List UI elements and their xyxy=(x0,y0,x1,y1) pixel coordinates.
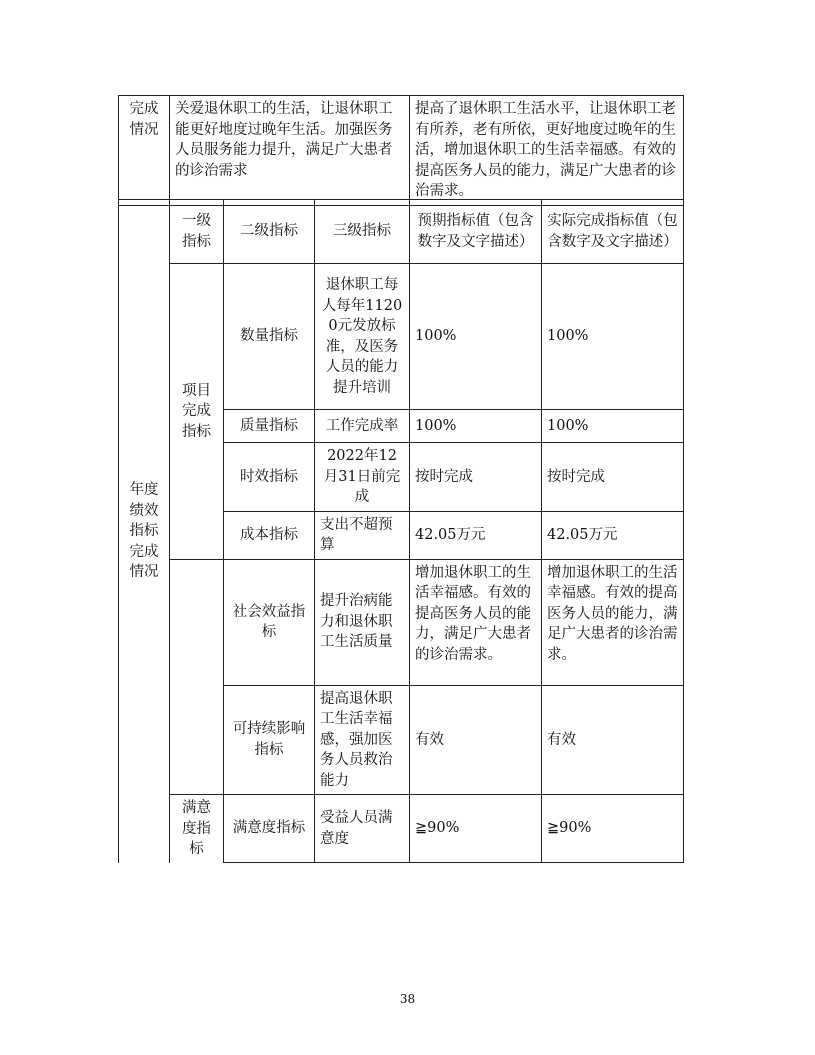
row-actual: 42.05万元 xyxy=(542,511,684,559)
table-row xyxy=(119,795,684,863)
row-level3: 退休职工每人每年11200元发放标准，及医务人员的能力提升培训 xyxy=(315,264,410,410)
annual-label: 年度绩效指标完成情况 xyxy=(119,200,170,863)
row-actual: 增加退休职工的生活幸福感。有效的提高医务人员的能力，满足广大患者的诊治需求。 xyxy=(542,559,684,685)
header-level2: 二级指标 xyxy=(224,200,315,264)
row-level3: 2022年12月31日前完成 xyxy=(315,443,410,512)
group-project: 项目完成指标 xyxy=(170,264,224,560)
row-expected: 有效 xyxy=(410,685,542,795)
row-expected: ≧90% xyxy=(410,795,542,863)
table-row xyxy=(119,559,684,685)
completion-result: 提高了退休职工生活水平，让退休职工老有所养，老有所依，更好地度过晚年的生活，增加退休职工的生活幸福感。有效的提高医务人员的能力，满足广大患者的诊治需求。 xyxy=(410,96,684,206)
completion-table xyxy=(118,95,684,206)
row-actual: 100% xyxy=(542,264,684,410)
completion-label: 完成情况 xyxy=(119,96,170,206)
header-level3: 三级指标 xyxy=(315,200,410,264)
row-level2: 时效指标 xyxy=(224,443,315,512)
row-expected: 增加退休职工的生活幸福感。有效的提高医务人员的能力，满足广大患者的诊治需求。 xyxy=(410,559,542,685)
group-satisfaction: 满意度指标 xyxy=(170,795,224,863)
completion-row xyxy=(119,96,684,206)
page-number: 38 xyxy=(399,992,416,1006)
row-level2: 满意度指标 xyxy=(224,795,315,863)
row-expected: 按时完成 xyxy=(410,443,542,512)
header-level1: 一级指标 xyxy=(170,200,224,264)
row-level3: 支出不超预算 xyxy=(315,511,410,559)
header-row xyxy=(119,200,684,264)
row-level3: 提高退休职工生活幸福感，强加医务人员救治能力 xyxy=(315,685,410,795)
header-actual: 实际完成指标值（包含数字及文字描述） xyxy=(542,200,684,264)
header-expected: 预期指标值（包含数字及文字描述） xyxy=(410,200,542,264)
row-actual: 100% xyxy=(542,410,684,443)
row-actual: 有效 xyxy=(542,685,684,795)
row-actual: ≧90% xyxy=(542,795,684,863)
row-level2: 质量指标 xyxy=(224,410,315,443)
row-expected: 100% xyxy=(410,410,542,443)
row-level2: 成本指标 xyxy=(224,511,315,559)
row-expected: 42.05万元 xyxy=(410,511,542,559)
row-level3: 受益人员满意度 xyxy=(315,795,410,863)
row-level2: 数量指标 xyxy=(224,264,315,410)
completion-goal: 关爱退休职工的生活，让退休职工能更好地度过晚年生活。加强医务人员服务能力提升，满足广大患者的诊治需求 xyxy=(170,96,410,206)
row-level3: 工作完成率 xyxy=(315,410,410,443)
row-actual: 按时完成 xyxy=(542,443,684,512)
row-level3: 提升治病能力和退休职工生活质量 xyxy=(315,559,410,685)
row-level2: 可持续影响指标 xyxy=(224,685,315,795)
row-expected: 100% xyxy=(410,264,542,410)
group-effect-empty xyxy=(170,559,224,795)
indicator-table xyxy=(118,199,684,863)
row-level2: 社会效益指标 xyxy=(224,559,315,685)
table-row xyxy=(119,264,684,410)
